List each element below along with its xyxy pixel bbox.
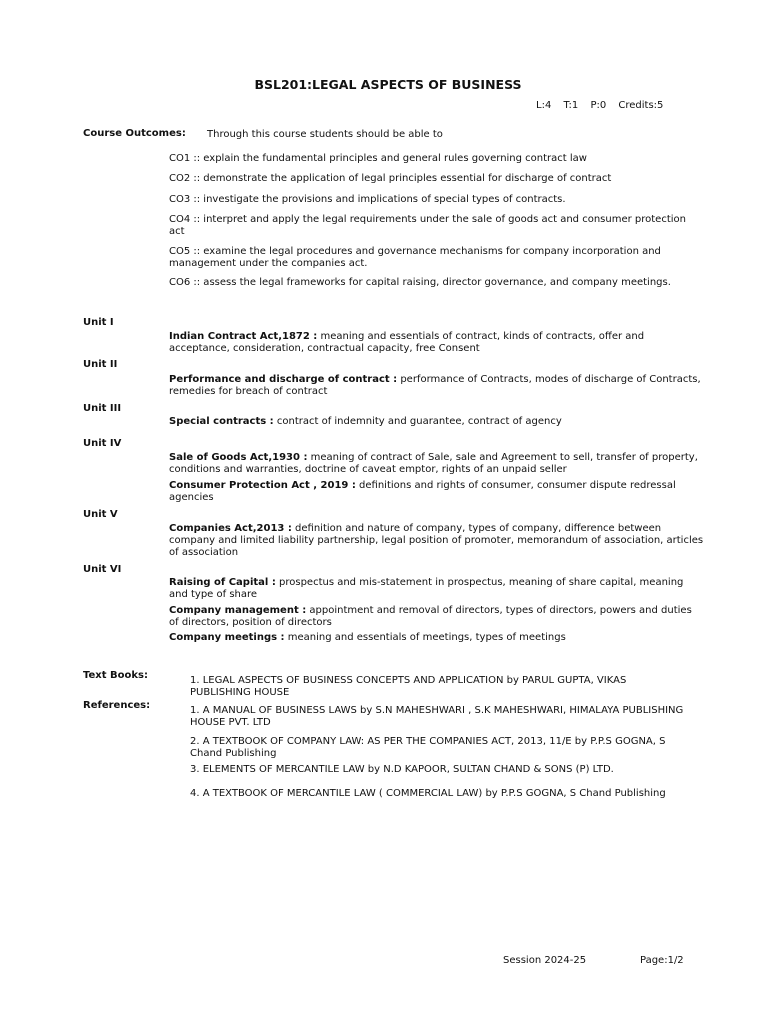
unit-5-topic-1	[169, 523, 704, 559]
topic-heading: Sale of Goods Act,1930 :	[169, 452, 308, 463]
topic-heading: Consumer Protection Act , 2019 :	[169, 480, 356, 491]
reference-4: 4. A TEXTBOOK OF MERCANTILE LAW ( COMMERCIAL LAW) by P.P.S GOGNA, S Chand Publishing	[190, 788, 666, 799]
reference-1: 1. A MANUAL OF BUSINESS LAWS by S.N MAHESHWARI , S.K MAHESHWARI, HIMALAYA PUBLISHING HOUSE PVT. LTD	[190, 705, 684, 728]
unit-label-5: Unit V	[83, 509, 118, 520]
unit-label-4: Unit IV	[83, 438, 122, 449]
topic-heading: Company management :	[169, 605, 307, 616]
unit-label-2: Unit II	[83, 359, 118, 370]
topic-heading: Raising of Capital :	[169, 577, 276, 588]
unit-label-3: Unit III	[83, 403, 122, 414]
page-title: BSL201:LEGAL ASPECTS OF BUSINESS	[254, 77, 522, 92]
references-label: References:	[83, 700, 151, 711]
unit-6-topic-2	[169, 605, 704, 629]
unit-label-6: Unit VI	[83, 564, 122, 575]
course-outcome-1: CO1 :: explain the fundamental principles and general rules governing contract law	[169, 153, 587, 164]
topic-body: appointment and removal of directors, types of directors, powers and duties of directors, position of directors	[169, 605, 692, 628]
unit-4-topic-2	[169, 480, 704, 504]
course-outcome-5: CO5 :: examine the legal procedures and governance mechanisms for company incorporation and management under the companies act.	[169, 246, 661, 269]
session-label: Session 2024-25	[503, 955, 587, 966]
course-outcomes-intro: Through this course students should be able to	[207, 129, 443, 140]
unit-6-topic-3	[169, 632, 704, 644]
practical-hours: P:0	[590, 100, 607, 111]
course-outcome-2: CO2 :: demonstrate the application of legal principles essential for discharge of contract	[169, 173, 612, 184]
topic-body: meaning and essentials of contract, kinds of contracts, offer and acceptance, consideration, contractual capacity, free Consent	[169, 331, 645, 354]
topic-body: performance of Contracts, modes of discharge of Contracts, remedies for breach of contract	[169, 374, 701, 397]
course-outcome-3: CO3 :: investigate the provisions and implications of special types of contracts.	[169, 194, 566, 205]
course-outcome-6: CO6 :: assess the legal frameworks for capital raising, director governance, and company meetings.	[169, 277, 671, 288]
topic-heading: Companies Act,2013 :	[169, 523, 292, 534]
credit-count: Credits:5	[618, 100, 664, 111]
text-books-label: Text Books:	[83, 670, 148, 681]
lecture-hours: L:4	[536, 100, 552, 111]
course-outcome-4: CO4 :: interpret and apply the legal requirements under the sale of goods act and consumer protection act	[169, 214, 686, 237]
topic-body: definition and nature of company, types of company, difference between company and limited liability partnership, legal position of promoter, memorandum of association, articles of association	[169, 523, 704, 558]
topic-body: definitions and rights of consumer, consumer dispute redressal agencies	[169, 480, 676, 503]
unit-1-topic-1	[169, 331, 704, 355]
reference-3: 3. ELEMENTS OF MERCANTILE LAW by N.D KAPOOR, SULTAN CHAND & SONS (P) LTD.	[190, 764, 614, 775]
topic-heading: Indian Contract Act,1872 :	[169, 331, 318, 342]
unit-3-topic-1	[169, 416, 704, 428]
text-book-1: 1. LEGAL ASPECTS OF BUSINESS CONCEPTS AND APPLICATION by PARUL GUPTA, VIKAS PUBLISHING HOUSE	[190, 675, 627, 698]
reference-2: 2. A TEXTBOOK OF COMPANY LAW: AS PER THE COMPANIES ACT, 2013, 11/E by P.P.S GOGNA, S Chand Publishing	[190, 736, 666, 759]
topic-body: meaning and essentials of meetings, types of meetings	[284, 632, 566, 643]
topic-heading: Special contracts :	[169, 416, 274, 427]
topic-body: contract of indemnity and guarantee, contract of agency	[273, 416, 562, 427]
unit-label-1: Unit I	[83, 317, 114, 328]
tutorial-hours: T:1	[563, 100, 579, 111]
credits-line	[536, 100, 670, 112]
unit-4-topic-1	[169, 452, 704, 476]
topic-body: prospectus and mis-statement in prospectus, meaning of share capital, meaning and type of share	[169, 577, 684, 600]
unit-2-topic-1	[169, 374, 704, 398]
course-outcomes-label: Course Outcomes:	[83, 128, 186, 139]
page-number: Page:1/2	[640, 955, 684, 966]
topic-body: meaning of contract of Sale, sale and Agreement to sell, transfer of property, conditions and warranties, doctrine of caveat emptor, rights of an unpaid seller	[169, 452, 698, 475]
unit-6-topic-1	[169, 577, 704, 601]
topic-heading: Performance and discharge of contract :	[169, 374, 398, 385]
topic-heading: Company meetings :	[169, 632, 285, 643]
